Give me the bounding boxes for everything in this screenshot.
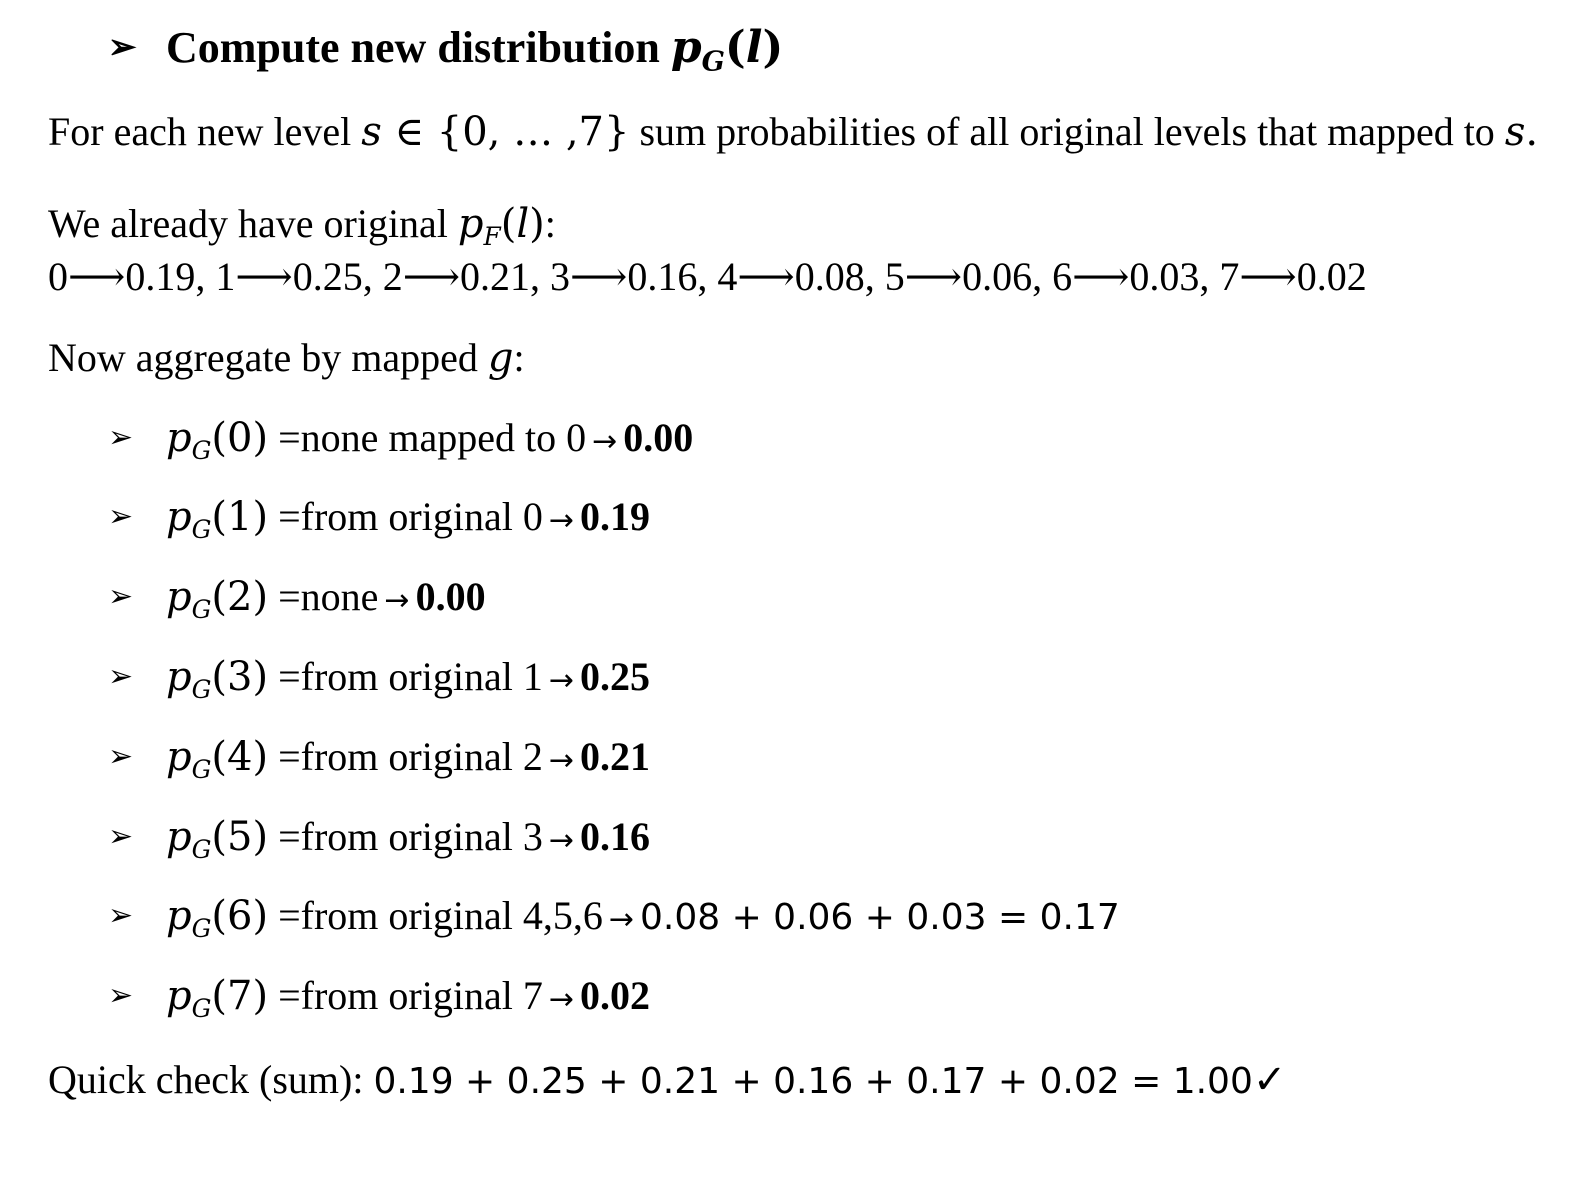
intro-set: ∈ {0, … ,7} [381, 109, 630, 155]
intro-mid: sum probabilities of all original levels that mapped to [629, 109, 1505, 154]
list-item [108, 493, 650, 554]
item-desc: none mapped to 0 [300, 415, 587, 460]
item-var-p: p [166, 893, 192, 939]
item-result: 0.08 + 0.06 + 0.03 = 0.17 [639, 897, 1120, 938]
item-arg: (1) [211, 494, 269, 540]
heading-var-l: l [745, 22, 763, 73]
right-arrow-icon: → [608, 902, 634, 937]
item-result: 0.21 [579, 734, 650, 779]
right-arrow-icon: → [548, 503, 574, 538]
list-item [108, 892, 1120, 953]
item-desc: from original 7 [300, 973, 543, 1018]
original-values-text: 0⟶0.19, 1⟶0.25, 2⟶0.21, 3⟶0.16, 4⟶0.08, 5⟶0.06, 6⟶0.03, 7⟶0.02 [48, 254, 1367, 299]
section-heading [108, 22, 783, 88]
item-eq: = [268, 893, 301, 938]
quick-check [48, 1056, 1286, 1106]
item-var-p: p [166, 973, 192, 1019]
item-desc: from original 3 [300, 814, 543, 859]
item-desc: from original 1 [300, 654, 543, 699]
list-item [108, 653, 650, 714]
arrow-bullet-icon: ➢ [108, 29, 137, 66]
list-item [108, 813, 650, 874]
intro-var-s: s [361, 109, 382, 155]
item-eq: = [268, 734, 301, 779]
arrow-bullet-icon: ➢ [108, 580, 134, 613]
heading-text: Compute new distribution [166, 23, 671, 72]
heading-open-paren: ( [724, 22, 746, 73]
heading-sub-g: G [701, 45, 725, 78]
arrow-bullet-icon: ➢ [108, 820, 134, 853]
right-arrow-icon: → [548, 743, 574, 778]
item-var-p: p [166, 494, 192, 540]
right-arrow-icon: → [592, 424, 618, 459]
item-result: 0.00 [415, 574, 486, 619]
item-sub-g: G [191, 674, 212, 704]
intro-var-s2: s [1504, 109, 1526, 155]
item-eq: = [268, 574, 301, 619]
item-sub-g: G [191, 435, 212, 465]
item-var-p: p [166, 814, 192, 860]
quick-check-label: Quick check (sum): [48, 1057, 374, 1102]
item-sub-g: G [191, 594, 212, 624]
original-pre: We already have original [48, 201, 458, 246]
list-item [108, 414, 693, 475]
arrow-bullet-icon: ➢ [108, 899, 134, 932]
list-item [108, 573, 486, 634]
aggregate-label [48, 334, 525, 382]
item-desc: from original 2 [300, 734, 543, 779]
item-sub-g: G [191, 913, 212, 943]
item-eq: = [268, 654, 301, 699]
item-result: 0.19 [579, 494, 650, 539]
item-result: 0.25 [579, 654, 650, 699]
original-label [48, 200, 556, 261]
item-var-p: p [166, 734, 192, 780]
item-desc: from original 0 [300, 494, 543, 539]
item-var-p: p [166, 654, 192, 700]
quick-check-expression: 0.19 + 0.25 + 0.21 + 0.16 + 0.17 + 0.02 = 1.00 [373, 1061, 1253, 1102]
item-sub-g: G [191, 834, 212, 864]
item-result: 0.02 [579, 973, 650, 1018]
aggregate-pre: Now aggregate by mapped [48, 335, 488, 380]
original-sub-f: F [483, 221, 501, 251]
item-sub-g: G [191, 993, 212, 1023]
right-arrow-icon: → [384, 583, 410, 618]
intro-pre: For each new level [48, 109, 362, 154]
item-desc: none [300, 574, 379, 619]
list-item [108, 733, 650, 794]
item-arg: (6) [211, 893, 269, 939]
item-arg: (0) [211, 415, 269, 461]
original-open-paren: ( [500, 201, 517, 247]
original-colon: : [544, 201, 556, 246]
item-arg: (3) [211, 654, 269, 700]
item-arg: (4) [211, 734, 269, 780]
original-var-l: l [516, 201, 530, 247]
item-desc: from original 4,5,6 [300, 893, 603, 938]
original-values [48, 253, 1367, 301]
original-var-p: p [457, 201, 484, 247]
intro-end: . [1525, 109, 1539, 155]
item-sub-g: G [191, 514, 212, 544]
item-result: 0.00 [623, 415, 694, 460]
checkmark-icon: ✓ [1252, 1057, 1287, 1103]
heading-close-paren: ) [762, 22, 784, 73]
item-eq: = [268, 973, 301, 1018]
aggregate-var-g: g [487, 335, 514, 381]
intro-sentence [48, 108, 1538, 156]
arrow-bullet-icon: ➢ [108, 500, 134, 533]
right-arrow-icon: → [548, 823, 574, 858]
heading-var-p: p [670, 22, 702, 73]
item-eq: = [268, 415, 301, 460]
item-var-p: p [166, 415, 192, 461]
list-item [108, 972, 650, 1033]
arrow-bullet-icon: ➢ [108, 421, 134, 454]
item-eq: = [268, 494, 301, 539]
item-var-p: p [166, 574, 192, 620]
item-sub-g: G [191, 754, 212, 784]
arrow-bullet-icon: ➢ [108, 660, 134, 693]
arrow-bullet-icon: ➢ [108, 979, 134, 1012]
arrow-bullet-icon: ➢ [108, 740, 134, 773]
item-result: 0.16 [579, 814, 650, 859]
item-arg: (2) [211, 574, 269, 620]
item-arg: (7) [211, 973, 269, 1019]
right-arrow-icon: → [548, 663, 574, 698]
right-arrow-icon: → [548, 982, 574, 1017]
original-close-paren: ) [529, 201, 545, 247]
aggregate-colon: : [513, 335, 525, 380]
item-arg: (5) [211, 814, 269, 860]
item-eq: = [268, 814, 301, 859]
